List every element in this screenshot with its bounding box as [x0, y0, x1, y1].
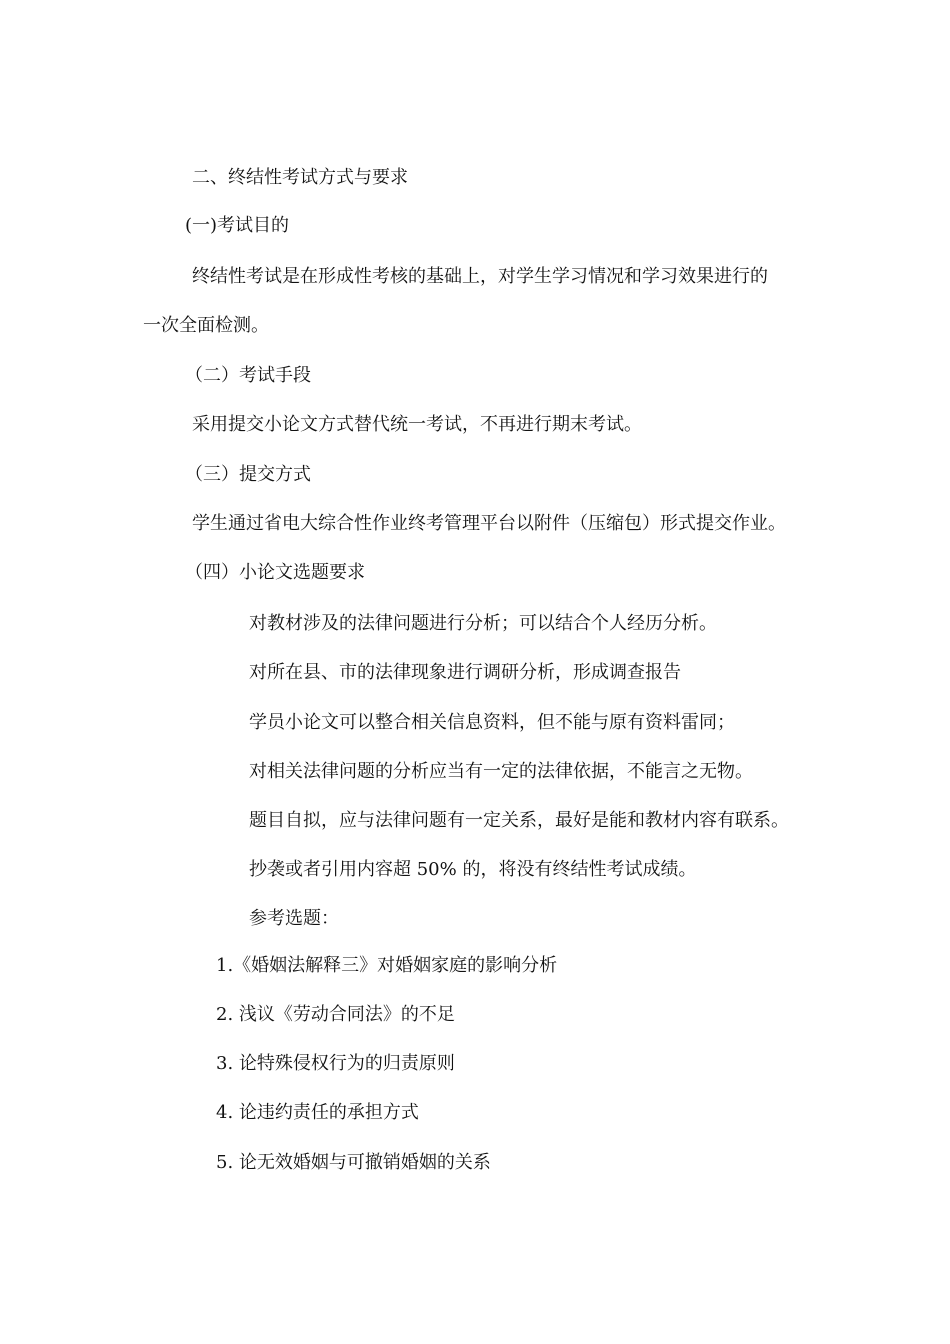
topics-label: 参考选题：: [249, 908, 339, 929]
section-title: 二、终结性考试方式与要求: [192, 167, 408, 188]
topic-item: 2. 浅议《劳动合同法》的不足: [216, 1004, 455, 1025]
topic-item: 4. 论违约责任的承担方式: [216, 1102, 419, 1123]
requirement-item: 对教材涉及的法律问题进行分析；可以结合个人经历分析。: [249, 613, 717, 634]
subsection-heading-topic-requirements: （四）小论文选题要求: [185, 562, 365, 583]
requirement-item: 对所在县、市的法律现象进行调研分析，形成调查报告: [249, 662, 681, 683]
body-paragraph: 终结性考试是在形成性考核的基础上，对学生学习情况和学习效果进行的: [192, 266, 768, 287]
requirement-item: 对相关法律问题的分析应当有一定的法律依据，不能言之无物。: [249, 761, 753, 782]
requirement-item: 学员小论文可以整合相关信息资料，但不能与原有资料雷同；: [249, 712, 735, 733]
topic-item: 1.《婚姻法解释三》对婚姻家庭的影响分析: [216, 955, 558, 976]
topic-item: 5. 论无效婚姻与可撤销婚姻的关系: [216, 1152, 491, 1173]
body-paragraph: 学生通过省电大综合性作业终考管理平台以附件（压缩包）形式提交作业。: [192, 513, 786, 534]
requirement-item: 题目自拟，应与法律问题有一定关系，最好是能和教材内容有联系。: [249, 810, 789, 831]
subsection-heading-submission: （三）提交方式: [185, 464, 311, 485]
requirement-item: 抄袭或者引用内容超 50% 的，将没有终结性考试成绩。: [249, 859, 697, 880]
subsection-heading-means: （二）考试手段: [185, 365, 311, 386]
body-paragraph: 采用提交小论文方式替代统一考试，不再进行期末考试。: [192, 414, 642, 435]
topic-item: 3. 论特殊侵权行为的归责原则: [216, 1053, 455, 1074]
body-paragraph-continuation: 一次全面检测。: [143, 315, 269, 336]
subsection-heading-purpose: (一)考试目的: [185, 215, 290, 236]
